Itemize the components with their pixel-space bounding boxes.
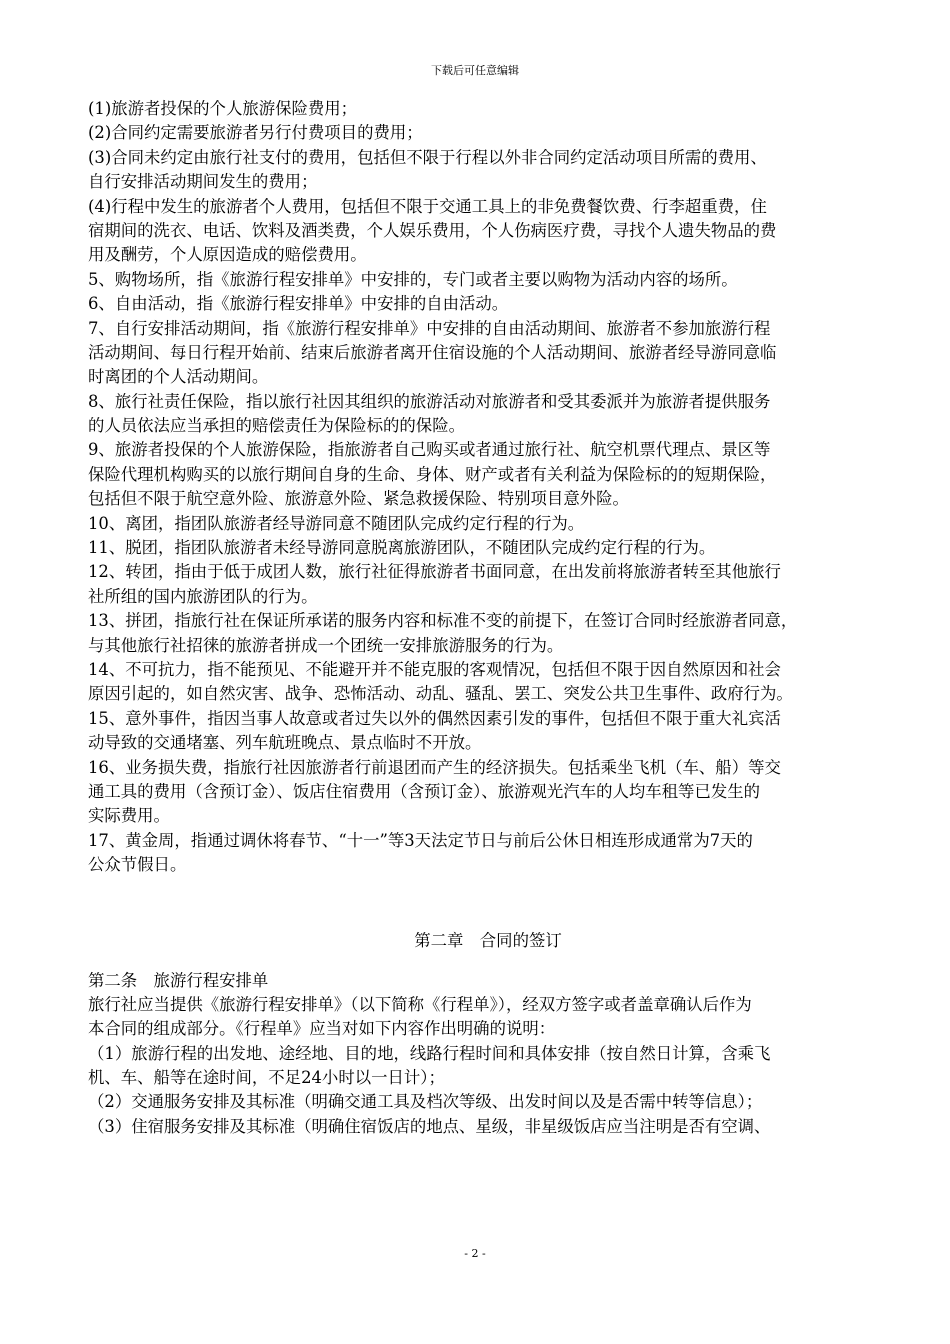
text-line: 社所组的国内旅游团队的行为。 (88, 586, 318, 606)
chapter-title: 第二章 合同的签订 (414, 930, 562, 950)
text-line: 保险代理机构购买的以旅行期间自身的生命、身体、财产或者有关利益为保险标的的短期保险， (88, 464, 777, 484)
text-line: 时离团的个人活动期间。 (88, 367, 269, 387)
text-line: 宿期间的洗衣、电话、饮料及酒类费，个人娱乐费用，个人伤病医疗费，寻找个人遗失物品的费 (88, 220, 777, 240)
text-line: （1）旅游行程的出发地、途经地、目的地，线路行程时间和具体安排（按自然日计算，含乘飞 (88, 1043, 771, 1063)
text-line: 8、旅行社责任保险，指以旅行社因其组织的旅游活动对旅游者和受其委派并为旅游者提供服务 (88, 391, 771, 411)
text-line: 6、自由活动，指《旅游行程安排单》中安排的自由活动。 (88, 294, 509, 314)
text-line: 实际费用。 (88, 806, 170, 826)
document-body (88, 97, 888, 1139)
text-line: (2)合同约定需要旅游者另行付费项目的费用； (88, 123, 423, 143)
text-line: 7、自行安排活动期间，指《旅游行程安排单》中安排的自由活动期间、旅游者不参加旅游行程 (88, 318, 771, 338)
text-line: 的人员依法应当承担的赔偿责任为保险标的的保险。 (88, 416, 465, 436)
text-line: 5、购物场所，指《旅游行程安排单》中安排的，专门或者主要以购物为活动内容的场所。 (88, 269, 738, 289)
text-line: 17、黄金周，指通过调休将春节、“十一”等3天法定节日与前后公休日相连形成通常为7天的 (88, 830, 753, 850)
text-line: 10、离团，指团队旅游者经导游同意不随团队完成约定行程的行为。 (88, 513, 585, 533)
text-line: (4)行程中发生的旅游者个人费用，包括但不限于交通工具上的非免费餐饮费、行李超重费，住 (88, 196, 767, 216)
text-line: 第二条 旅游行程安排单 (88, 970, 269, 990)
text-line: 12、转团，指由于低于成团人数，旅行社征得旅游者书面同意，在出发前将旅游者转至其他旅行 (88, 562, 781, 582)
text-line: 包括但不限于航空意外险、旅游意外险、紧急救援保险、特别项目意外险。 (88, 489, 629, 509)
text-line: （3）住宿服务安排及其标准（明确住宿饭店的地点、星级，非星级饭店应当注明是否有空调、 (88, 1116, 771, 1136)
text-line: 原因引起的，如自然灾害、战争、恐怖活动、动乱、骚乱、罢工、突发公共卫生事件、政府行为。 (88, 684, 793, 704)
text-line: 机、车、船等在途时间，不足24小时以一日计）； (88, 1068, 445, 1088)
text-line: 与其他旅行社招徕的旅游者拼成一个团统一安排旅游服务的行为。 (88, 635, 564, 655)
contract-signing-section (88, 969, 888, 1140)
text-line: (1)旅游者投保的个人旅游保险费用； (88, 99, 358, 118)
text-line: 旅行社应当提供《旅游行程安排单》（以下简称《行程单》），经双方签字或者盖章确认后作为 (88, 994, 752, 1014)
header-note: 下载后可任意编辑 (431, 64, 519, 77)
text-line: 16、业务损失费，指旅行社因旅游者行前退团而产生的经济损失。包括乘坐飞机（车、船）等交 (88, 757, 781, 777)
text-line: 15、意外事件，指因当事人故意或者过失以外的偶然因素引发的事件，包括但不限于重大礼宾活 (88, 708, 781, 728)
definitions-section (88, 97, 888, 878)
text-line: 动导致的交通堵塞、列车航班晚点、景点临时不开放。 (88, 733, 482, 753)
text-line: (3)合同未约定由旅行社支付的费用，包括但不限于行程以外非合同约定活动项目所需的费用、 (88, 147, 767, 167)
text-line: 活动期间、每日行程开始前、结束后旅游者离开住宿设施的个人活动期间、旅游者经导游同意临 (88, 342, 777, 362)
text-line: 通工具的费用（含预订金）、饭店住宿费用（含预订金）、旅游观光汽车的人均车租等已发生的 (88, 781, 761, 801)
text-line: 自行安排活动期间发生的费用； (88, 172, 318, 192)
text-line: 公众节假日。 (88, 855, 187, 875)
text-line: 用及酬劳，个人原因造成的赔偿费用。 (88, 245, 367, 265)
page-number: - 2 - (464, 1247, 486, 1260)
text-line: 本合同的组成部分。《行程单》应当对如下内容作出明确的说明： (88, 1019, 556, 1039)
text-line: （2）交通服务安排及其标准（明确交通工具及档次等级、出发时间以及是否需中转等信息）； (88, 1092, 763, 1112)
text-line: 14、不可抗力，指不能预见、不能避开并不能克服的客观情况，包括但不限于因自然原因和社会 (88, 659, 781, 679)
text-line: 11、脱团，指团队旅游者未经导游同意脱离旅游团队，不随团队完成约定行程的行为。 (88, 538, 716, 558)
text-line: 9、旅游者投保的个人旅游保险，指旅游者自己购买或者通过旅行社、航空机票代理点、景区等 (88, 440, 771, 460)
section-spacer (88, 878, 888, 926)
text-line: 13、拼团，指旅行社在保证所承诺的服务内容和标准不变的前提下，在签订合同时经旅游者同意， (88, 611, 798, 631)
